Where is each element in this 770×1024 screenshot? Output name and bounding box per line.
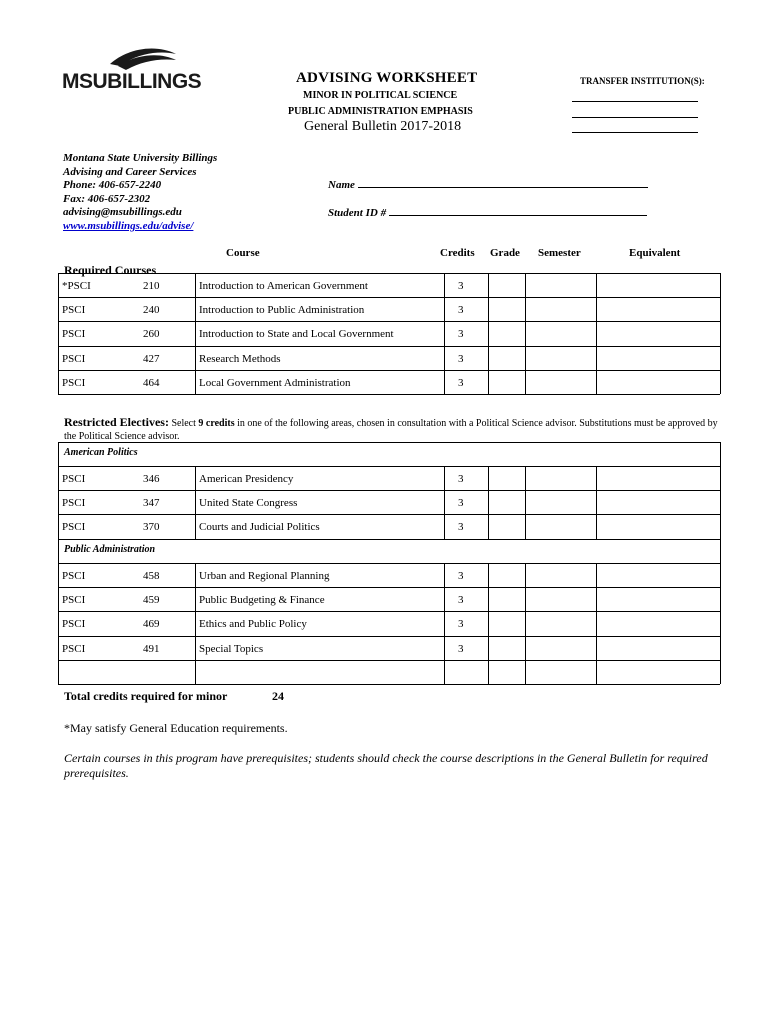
- equivalent-cell[interactable]: [597, 515, 719, 537]
- blank-elective-row: [58, 660, 720, 684]
- electives-top-rule: [58, 442, 720, 443]
- course-title: American Presidency: [199, 473, 294, 485]
- grade-cell[interactable]: [489, 298, 524, 320]
- grade-cell[interactable]: [489, 661, 524, 683]
- course-credits: 3: [458, 521, 464, 534]
- bulletin-year: General Bulletin 2017-2018: [304, 119, 462, 134]
- required-grid-row-rule: [58, 394, 720, 395]
- public-administration-row: [58, 636, 720, 660]
- column-header-grade: Grade: [490, 247, 520, 259]
- required-course-row: [58, 297, 720, 321]
- grade-cell[interactable]: [489, 347, 524, 369]
- semester-cell[interactable]: [526, 612, 595, 634]
- semester-cell[interactable]: [526, 491, 595, 513]
- course-title: United State Congress: [199, 497, 298, 510]
- equivalent-cell[interactable]: [597, 491, 719, 513]
- required-course-row: [58, 346, 720, 370]
- course-credits: 3: [458, 280, 464, 292]
- semester-cell[interactable]: [526, 322, 595, 344]
- grade-cell[interactable]: [489, 564, 524, 586]
- course-prefix: PSCI: [62, 328, 86, 341]
- grade-cell[interactable]: [489, 588, 524, 610]
- course-title: Introduction to American Government: [199, 280, 368, 292]
- american-politics-row: [58, 490, 720, 514]
- contact-office: Advising and Career Services: [63, 165, 197, 178]
- course-credits: 3: [458, 642, 464, 655]
- transfer-institution-field-3[interactable]: [572, 132, 698, 133]
- page-subtitle-minor: MINOR IN POLITICAL SCIENCE: [303, 90, 458, 101]
- course-number: 491: [143, 642, 160, 655]
- restricted-text-b: in one of the following areas, chosen in consultation with a Political Science advisor. Substitutions must be approved by the Political Science advisor.: [64, 418, 718, 442]
- electives-right-rule: [720, 442, 721, 466]
- equivalent-cell[interactable]: [597, 661, 719, 683]
- required-courses-heading: Required Courses: [64, 263, 157, 277]
- course-prefix: PSCI: [62, 594, 86, 607]
- required-course-row: [58, 321, 720, 345]
- public-right-rule: [720, 539, 721, 563]
- contact-fax: Fax: 406-657-2302: [63, 192, 151, 205]
- column-header-credits: Credits: [440, 247, 475, 259]
- required-course-row: [58, 370, 720, 394]
- american-politics-row: [58, 514, 720, 538]
- restricted-electives-heading: Restricted Electives:: [64, 415, 169, 429]
- semester-cell[interactable]: [526, 298, 595, 320]
- course-number: 459: [143, 594, 160, 607]
- restricted-credits-required: 9 credits: [198, 418, 235, 429]
- name-label: Name: [328, 179, 355, 191]
- course-number: 458: [143, 570, 160, 582]
- course-prefix: PSCI: [62, 521, 86, 534]
- column-header-equivalent: Equivalent: [629, 247, 681, 259]
- course-prefix: PSCI: [62, 473, 86, 485]
- course-title: Ethics and Public Policy: [199, 618, 307, 631]
- contact-email: advising@msubillings.edu: [63, 206, 182, 219]
- course-number: 469: [143, 618, 160, 631]
- course-prefix: PSCI: [62, 618, 86, 631]
- course-number: 210: [143, 280, 160, 292]
- course-title: Research Methods: [199, 352, 281, 365]
- equivalent-cell[interactable]: [597, 298, 719, 320]
- name-input-line[interactable]: [358, 178, 648, 188]
- course-credits: 3: [458, 570, 464, 582]
- course-title: Introduction to Public Administration: [199, 304, 365, 317]
- logo-text: MSUBILLINGS: [62, 70, 202, 93]
- public-grid-row-rule: [58, 684, 720, 685]
- course-title: Local Government Administration: [199, 376, 351, 389]
- total-credits-value: 24: [272, 689, 284, 703]
- grade-cell[interactable]: [489, 491, 524, 513]
- grade-cell[interactable]: [489, 612, 524, 634]
- equivalent-cell[interactable]: [597, 612, 719, 634]
- prerequisites-note: Certain courses in this program have prerequisites; students should check the course descriptions in the General Bulletin for required prerequisites.: [64, 751, 708, 780]
- transfer-institutions-label: TRANSFER INSTITUTION(S):: [580, 76, 705, 86]
- equivalent-cell[interactable]: [597, 467, 719, 489]
- course-number: 346: [143, 473, 160, 485]
- contact-block: [63, 152, 217, 234]
- public-left-rule: [58, 539, 59, 563]
- course-number: 427: [143, 352, 160, 365]
- american-politics-row: [58, 466, 720, 490]
- course-number: 240: [143, 304, 160, 317]
- required-grid-column-rule: [720, 273, 721, 394]
- course-prefix: PSCI: [62, 352, 86, 365]
- american-grid-row-rule: [58, 539, 720, 540]
- semester-cell[interactable]: [526, 467, 595, 489]
- grade-cell[interactable]: [489, 371, 524, 393]
- grade-cell[interactable]: [489, 322, 524, 344]
- course-credits: 3: [458, 352, 464, 365]
- semester-cell[interactable]: [526, 515, 595, 537]
- semester-cell[interactable]: [526, 371, 595, 393]
- course-credits: 3: [458, 304, 464, 317]
- course-title: Urban and Regional Planning: [199, 570, 330, 582]
- course-prefix: PSCI: [62, 304, 86, 317]
- equivalent-cell[interactable]: [597, 564, 719, 586]
- grade-cell[interactable]: [489, 515, 524, 537]
- public-administration-label: Public Administration: [64, 544, 156, 555]
- semester-cell[interactable]: [526, 661, 595, 683]
- total-credits-label: Total credits required for minor: [64, 689, 228, 703]
- page-title: ADVISING WORKSHEET: [296, 70, 478, 86]
- course-title: Public Budgeting & Finance: [199, 594, 325, 607]
- course-credits: 3: [458, 376, 464, 389]
- general-education-note: *May satisfy General Education requirements.: [64, 721, 288, 735]
- public-administration-row: [58, 611, 720, 635]
- equivalent-cell[interactable]: [597, 637, 719, 659]
- course-prefix: PSCI: [62, 642, 86, 655]
- student-id-field[interactable]: [328, 206, 647, 219]
- transfer-institution-field-2[interactable]: [572, 117, 698, 118]
- course-title: Special Topics: [199, 642, 264, 655]
- course-title: Introduction to State and Local Government: [199, 328, 394, 341]
- grade-cell[interactable]: [489, 467, 524, 489]
- restricted-electives-description: [64, 416, 724, 443]
- column-header-semester: Semester: [538, 247, 581, 259]
- contact-website-link[interactable]: www.msubillings.edu/advise/: [63, 219, 194, 232]
- grade-cell[interactable]: [489, 637, 524, 659]
- student-id-label: Student ID #: [328, 207, 387, 219]
- equivalent-cell[interactable]: [597, 274, 719, 296]
- course-number: 347: [143, 497, 160, 510]
- semester-cell[interactable]: [526, 588, 595, 610]
- course-credits: 3: [458, 473, 464, 485]
- course-prefix: PSCI: [62, 376, 86, 389]
- student-id-input-line[interactable]: [389, 206, 647, 216]
- equivalent-cell[interactable]: [597, 347, 719, 369]
- equivalent-cell[interactable]: [597, 322, 719, 344]
- course-prefix: *PSCI: [62, 280, 91, 292]
- course-number: 464: [143, 376, 160, 389]
- course-prefix: PSCI: [62, 570, 86, 582]
- transfer-institution-field-1[interactable]: [572, 101, 698, 102]
- equivalent-cell[interactable]: [597, 588, 719, 610]
- required-course-row: [58, 273, 720, 297]
- course-title: Courts and Judicial Politics: [199, 521, 320, 534]
- course-credits: 3: [458, 328, 464, 341]
- name-field[interactable]: [328, 178, 648, 191]
- column-header-course: Course: [226, 247, 260, 259]
- public-administration-row: [58, 563, 720, 587]
- equivalent-cell[interactable]: [597, 371, 719, 393]
- course-credits: 3: [458, 497, 464, 510]
- american-grid-column-rule: [720, 466, 721, 539]
- semester-cell[interactable]: [526, 564, 595, 586]
- semester-cell[interactable]: [526, 637, 595, 659]
- semester-cell[interactable]: [526, 347, 595, 369]
- contact-university: Montana State University Billings: [63, 152, 218, 164]
- course-prefix: PSCI: [62, 497, 86, 510]
- public-administration-row: [58, 587, 720, 611]
- grade-cell[interactable]: [489, 274, 524, 296]
- contact-phone: Phone: 406-657-2240: [63, 179, 162, 192]
- restricted-text-a: Select: [168, 418, 199, 429]
- course-number: 260: [143, 328, 160, 341]
- american-politics-label: American Politics: [64, 447, 138, 458]
- course-credits: 3: [458, 594, 464, 607]
- semester-cell[interactable]: [526, 274, 595, 296]
- course-credits: 3: [458, 618, 464, 631]
- page-subtitle-emphasis: PUBLIC ADMINISTRATION EMPHASIS: [288, 106, 473, 117]
- electives-left-rule: [58, 442, 59, 466]
- course-number: 370: [143, 521, 160, 534]
- public-grid-column-rule: [720, 563, 721, 684]
